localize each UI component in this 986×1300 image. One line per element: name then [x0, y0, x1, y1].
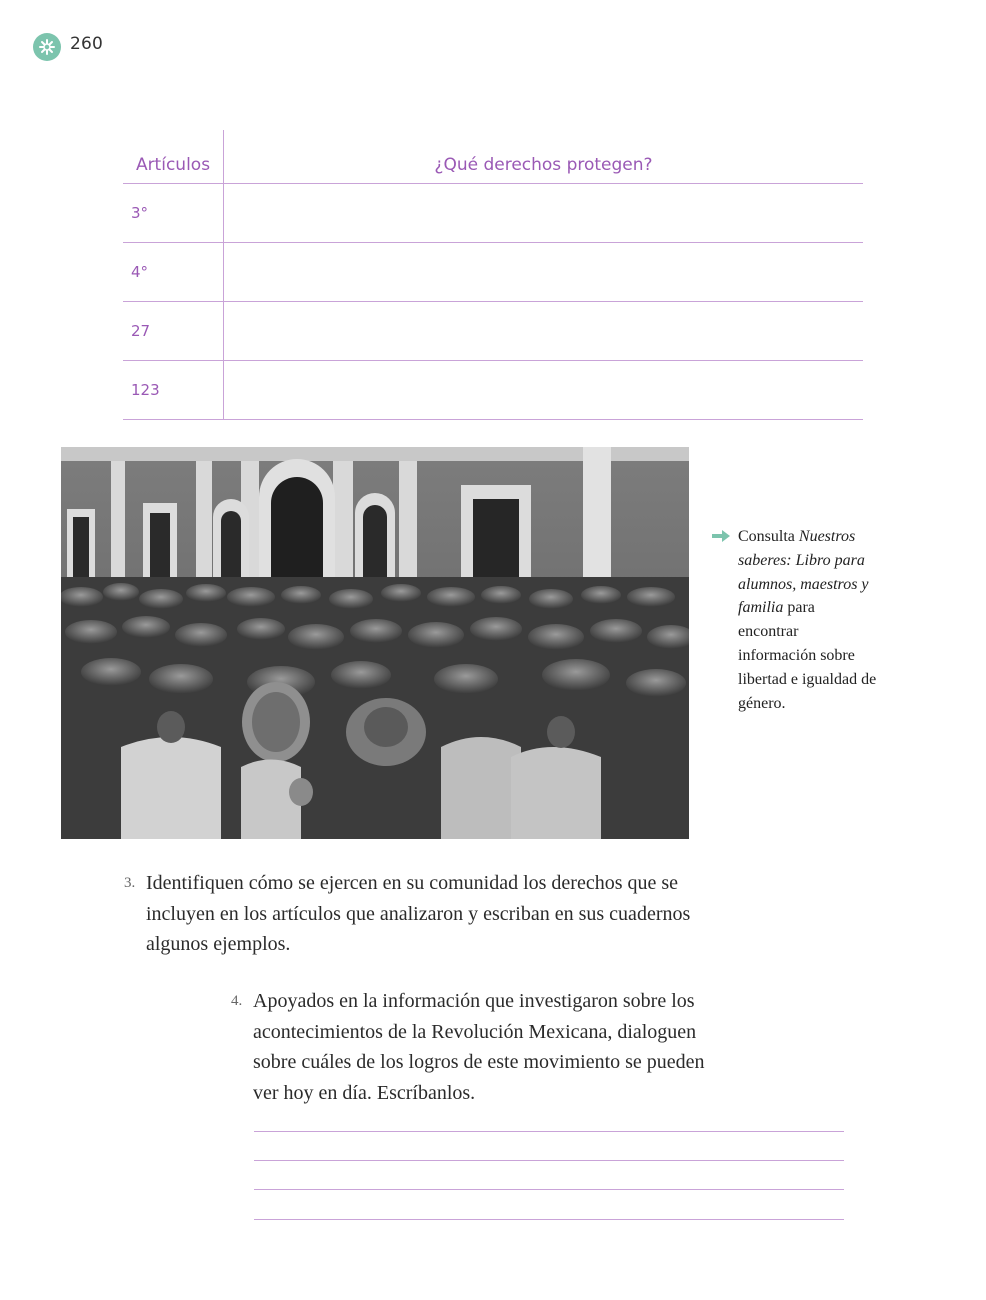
- answer-line[interactable]: [254, 1160, 844, 1161]
- page-number: 260: [70, 34, 104, 54]
- header-rights: ¿Qué derechos protegen?: [224, 130, 864, 184]
- note-suffix: para encontrar información sobre libertad e igualdad de género.: [738, 599, 877, 712]
- page-badge: [33, 33, 61, 61]
- item-text: Apoyados en la información que investigaron sobre los acontecimientos de la Revolución Mexicana, dialoguen sobre cuáles de los logros de este movimiento se pueden ver hoy en día. Escríbanlos.: [253, 990, 705, 1104]
- activity-item-4: [231, 986, 723, 1108]
- item-number: 3.: [124, 875, 136, 891]
- article-cell: 123: [123, 361, 224, 420]
- rights-answer-cell[interactable]: [224, 361, 864, 420]
- table-row: [123, 184, 863, 243]
- table-row: [123, 243, 863, 302]
- answer-line[interactable]: [254, 1131, 844, 1132]
- table-row: [123, 302, 863, 361]
- table-row: [123, 361, 863, 420]
- article-cell: 3°: [123, 184, 224, 243]
- header-articles: Artículos: [123, 130, 224, 184]
- rights-table: [123, 130, 863, 420]
- rights-answer-cell[interactable]: [224, 184, 864, 243]
- item-number: 4.: [231, 993, 243, 1009]
- article-cell: 27: [123, 302, 224, 361]
- reference-note: [738, 525, 878, 715]
- revolution-crowd-photo: [61, 447, 689, 839]
- answer-line[interactable]: [254, 1189, 844, 1190]
- rights-answer-cell[interactable]: [224, 302, 864, 361]
- item-text: Identifiquen cómo se ejercen en su comunidad los derechos que se incluyen en los artículos que analizaron y escriban en sus cuadernos algunos ejemplos.: [146, 872, 691, 955]
- article-cell: 4°: [123, 243, 224, 302]
- asterisk-icon: [38, 38, 56, 56]
- arrow-right-icon: [712, 530, 730, 542]
- note-prefix: Consulta: [738, 528, 799, 545]
- rights-answer-cell[interactable]: [224, 243, 864, 302]
- book-title: Nuestros saberes: Libro para alumnos, maestros y familia: [738, 528, 869, 617]
- answer-line[interactable]: [254, 1219, 844, 1220]
- activity-item-3: [124, 868, 706, 960]
- table-header-row: [123, 130, 863, 184]
